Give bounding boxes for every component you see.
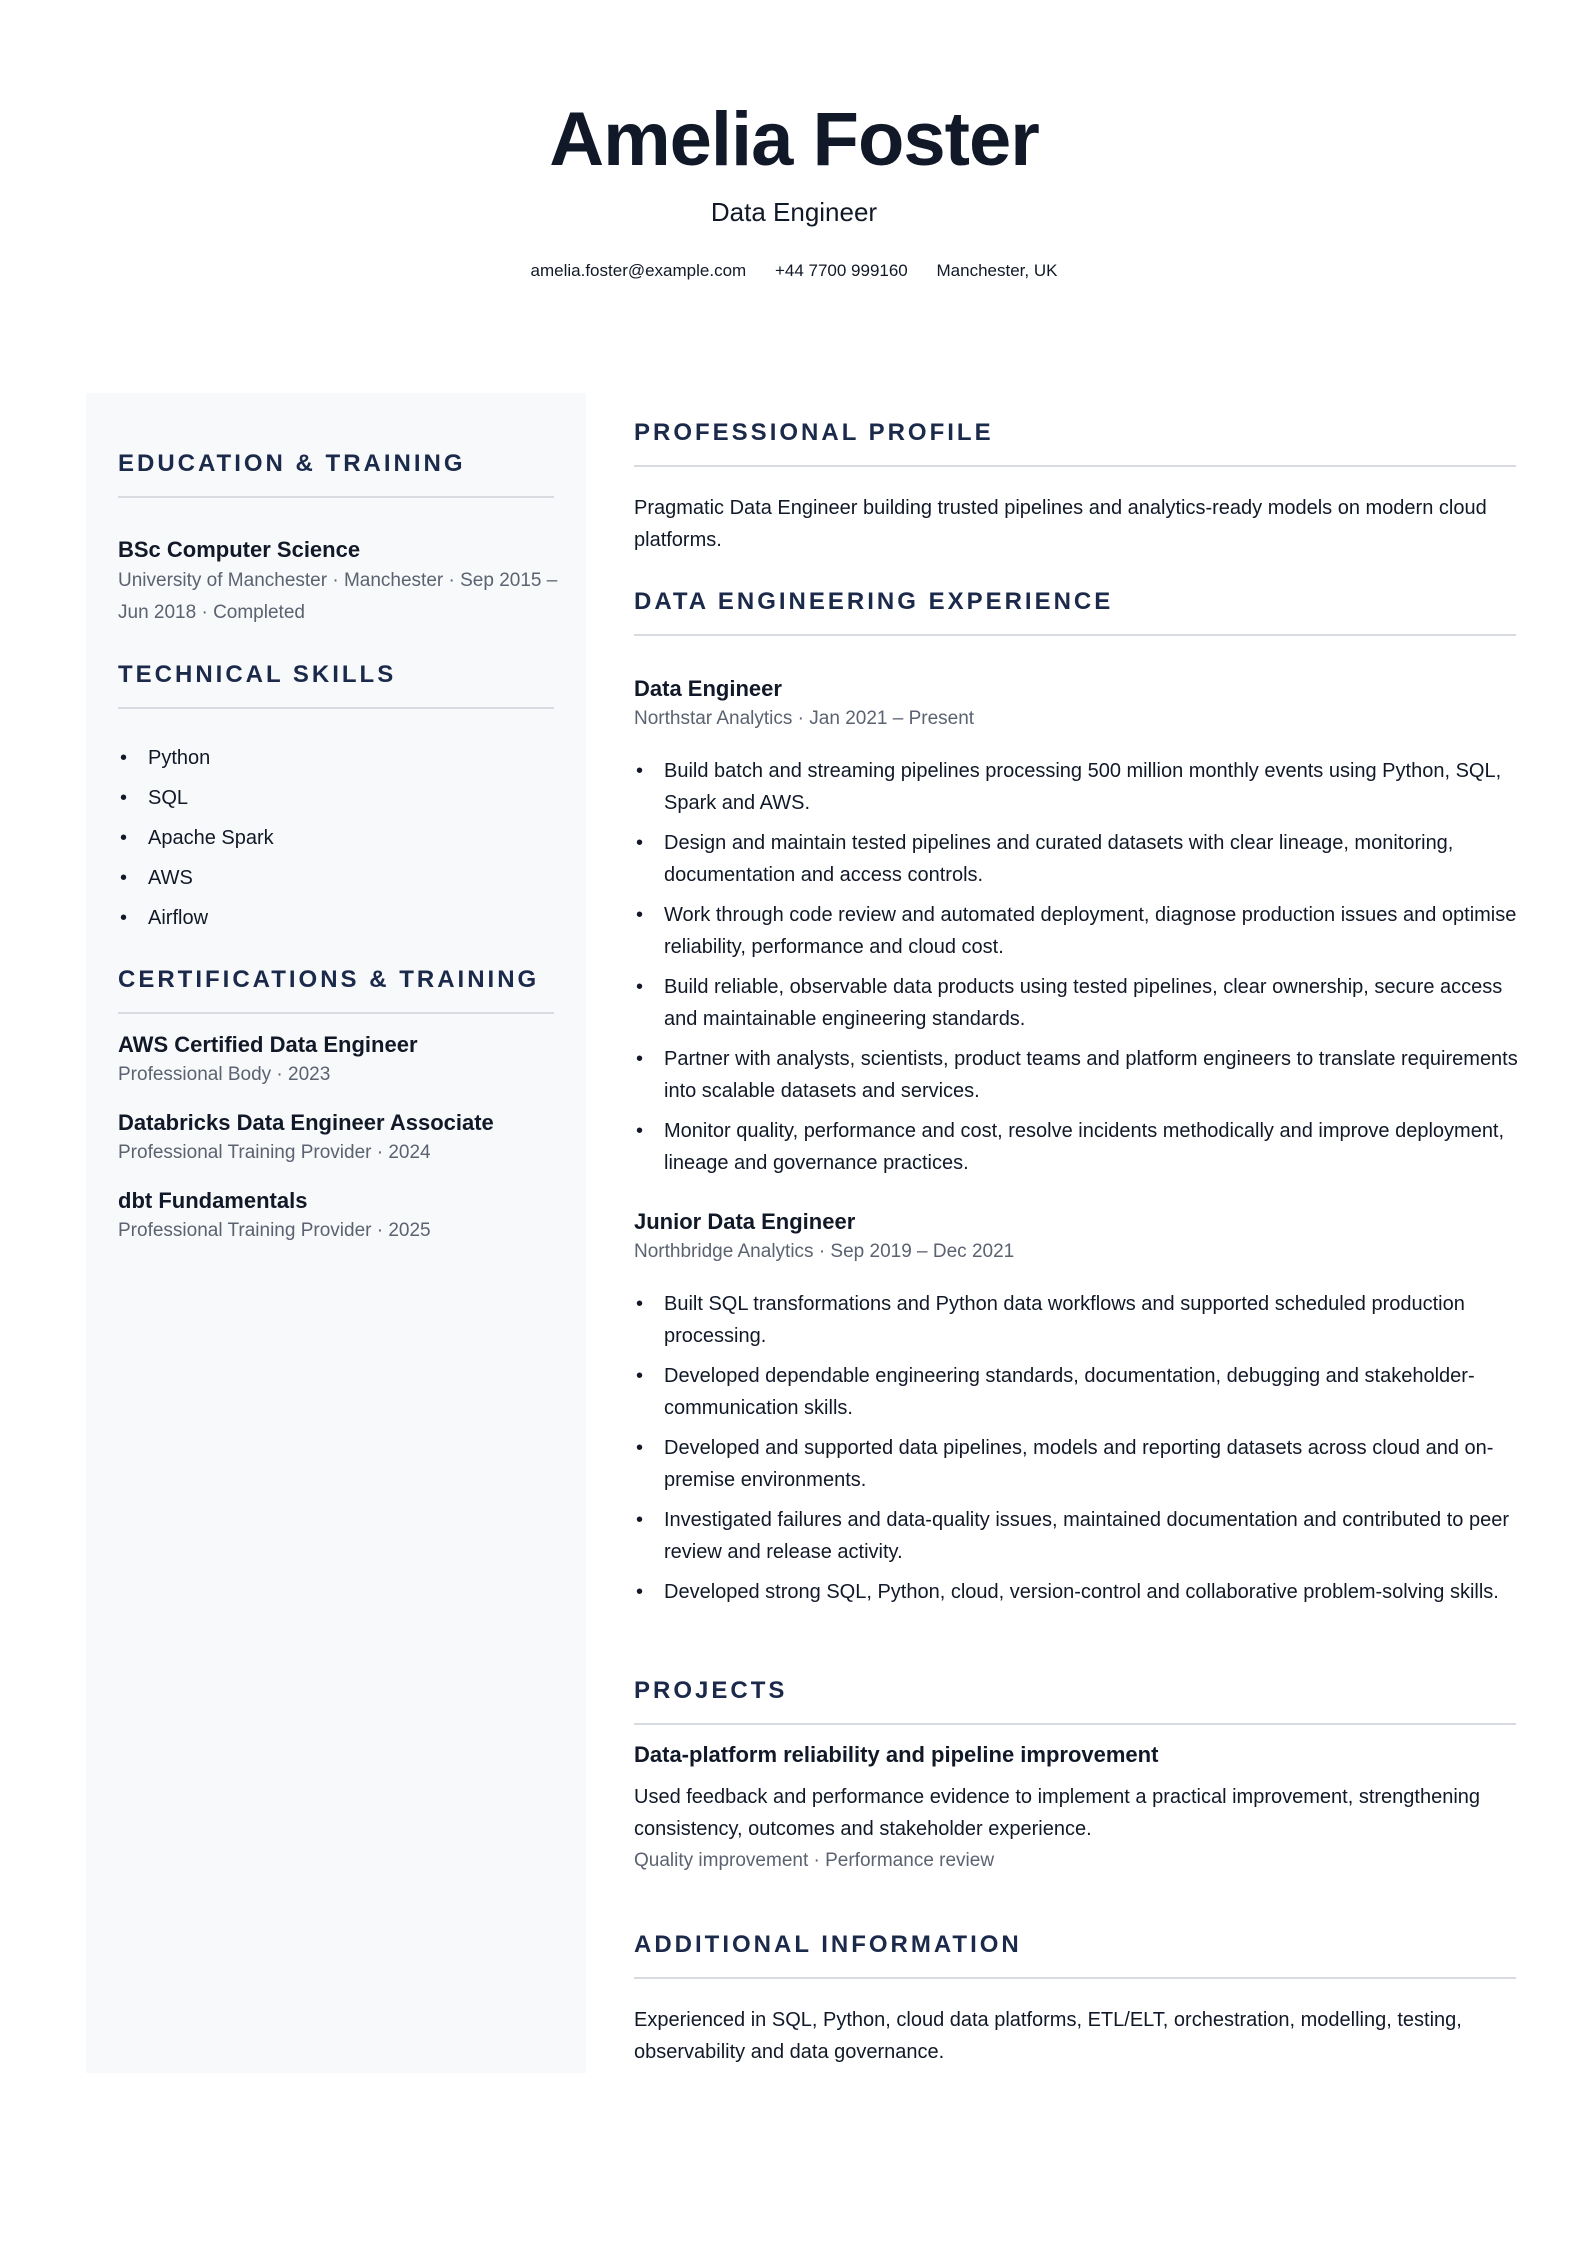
contact-email[interactable]: amelia.foster@example.com bbox=[530, 261, 747, 280]
skills-list bbox=[118, 742, 554, 942]
experience-heading: DATA ENGINEERING EXPERIENCE bbox=[634, 588, 1114, 615]
certifications-divider bbox=[118, 1012, 554, 1014]
job-bullet: • Build reliable, observable data products using tested pipelines, clear ownership, secure access and maintainable engineering standards. bbox=[634, 971, 1524, 1035]
education-heading: EDUCATION & TRAINING bbox=[118, 450, 466, 477]
project-tags: Quality improvement · Performance review bbox=[634, 1850, 995, 1871]
job-bullet: • Investigated failures and data-quality issues, maintained documentation and contributed to peer review and release activity. bbox=[634, 1504, 1524, 1568]
certification-meta: Professional Training Provider · 2024 bbox=[118, 1142, 431, 1163]
skill-item: • Python bbox=[118, 742, 554, 782]
skill-item: • AWS bbox=[118, 862, 554, 902]
project-description: Used feedback and performance evidence to implement a practical improvement, strengthening consistency, outcomes and stakeholder experience. bbox=[634, 1786, 1481, 1840]
project-title: Data-platform reliability and pipeline improvement bbox=[634, 1742, 1159, 1767]
job-title: Junior Data Engineer bbox=[634, 1209, 856, 1234]
job-bullet: • Partner with analysts, scientists, product teams and platform engineers to translate requirements into scalable datasets and services. bbox=[634, 1043, 1524, 1107]
certification-meta: Professional Body · 2023 bbox=[118, 1064, 331, 1085]
certification-title: AWS Certified Data Engineer bbox=[118, 1032, 418, 1057]
contact-location: Manchester, UK bbox=[936, 261, 1058, 280]
skill-item: • SQL bbox=[118, 782, 554, 822]
job-title: Data Engineer bbox=[634, 676, 782, 701]
additional-heading: ADDITIONAL INFORMATION bbox=[634, 1931, 1022, 1958]
job-bullet: • Monitor quality, performance and cost, resolve incidents methodically and improve deployment, lineage and governance practices. bbox=[634, 1115, 1524, 1179]
education-details: University of Manchester · Manchester · Sep 2015 – Jun 2018 · Completed bbox=[118, 570, 558, 623]
experience-divider bbox=[634, 634, 1516, 636]
candidate-role: Data Engineer bbox=[710, 197, 878, 227]
education-divider bbox=[118, 496, 554, 498]
certification-title: Databricks Data Engineer Associate bbox=[118, 1110, 494, 1135]
skills-divider bbox=[118, 707, 554, 709]
projects-divider bbox=[634, 1723, 1516, 1725]
skill-item: • Apache Spark bbox=[118, 822, 554, 862]
education-degree: BSc Computer Science bbox=[118, 537, 361, 562]
certification-meta: Professional Training Provider · 2025 bbox=[118, 1220, 431, 1241]
profile-text: Pragmatic Data Engineer building trusted pipelines and analytics-ready models on modern cloud platforms. bbox=[634, 497, 1487, 551]
additional-divider bbox=[634, 1977, 1516, 1979]
job-bullet: • Work through code review and automated deployment, diagnose production issues and optimise reliability, performance and cloud cost. bbox=[634, 899, 1524, 963]
profile-heading: PROFESSIONAL PROFILE bbox=[634, 419, 994, 446]
contact-phone[interactable]: +44 7700 999160 bbox=[774, 261, 908, 280]
job-bullet: • Developed dependable engineering standards, documentation, debugging and stakeholder-communication skills. bbox=[634, 1360, 1524, 1424]
certifications-heading: CERTIFICATIONS & TRAINING bbox=[118, 966, 540, 993]
job-bullet: • Design and maintain tested pipelines and curated datasets with clear lineage, monitoring, documentation and access controls. bbox=[634, 827, 1524, 891]
skill-item: • Airflow bbox=[118, 902, 554, 942]
skills-heading: TECHNICAL SKILLS bbox=[118, 661, 397, 688]
job-meta: Northstar Analytics · Jan 2021 – Present bbox=[634, 708, 975, 729]
contact-line bbox=[0, 260, 1588, 282]
profile-divider bbox=[634, 465, 1516, 467]
job-meta: Northbridge Analytics · Sep 2019 – Dec 2021 bbox=[634, 1241, 1015, 1262]
job-bullets bbox=[634, 755, 1524, 1187]
job-bullet: • Developed and supported data pipelines, models and reporting datasets across cloud and on-premise environments. bbox=[634, 1432, 1524, 1496]
certification-title: dbt Fundamentals bbox=[118, 1188, 308, 1213]
job-bullets bbox=[634, 1288, 1524, 1616]
projects-heading: PROJECTS bbox=[634, 1677, 788, 1704]
additional-text: Experienced in SQL, Python, cloud data platforms, ETL/ELT, orchestration, modelling, testing, observability and data governance. bbox=[634, 2009, 1462, 2063]
job-bullet: • Build batch and streaming pipelines processing 500 million monthly events using Python, SQL, Spark and AWS. bbox=[634, 755, 1524, 819]
candidate-name: Amelia Foster bbox=[549, 97, 1039, 182]
job-bullet: • Developed strong SQL, Python, cloud, version-control and collaborative problem-solving skills. bbox=[634, 1576, 1524, 1608]
job-bullet: • Built SQL transformations and Python data workflows and supported scheduled production processing. bbox=[634, 1288, 1524, 1352]
